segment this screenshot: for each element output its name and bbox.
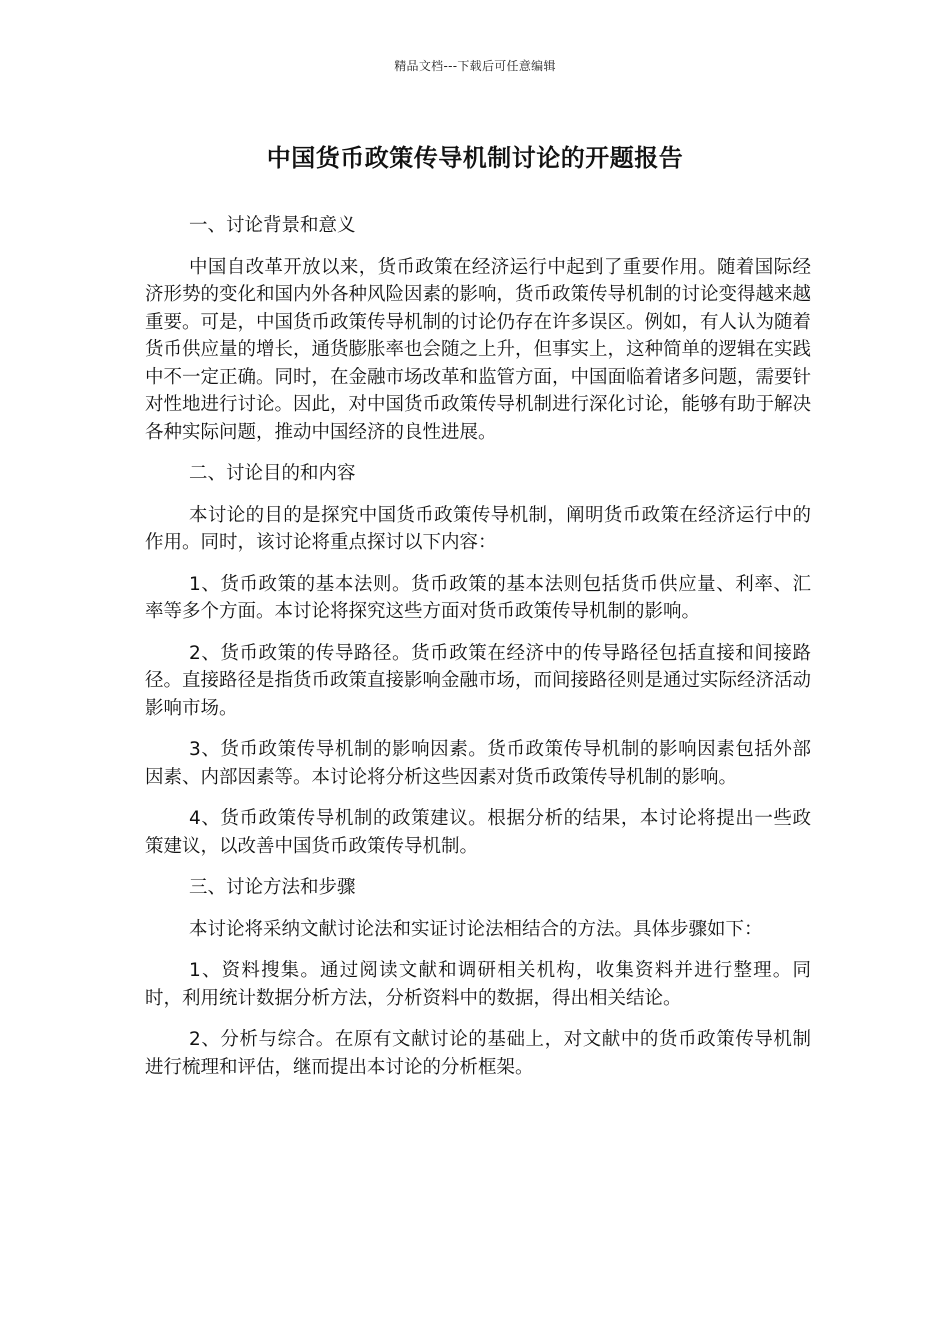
paragraph: 中国自改革开放以来，货币政策在经济运行中起到了重要作用。随着国际经济形势的变化和国内外各种风险因素的影响，货币政策传导机制的讨论变得越来越重要。可是，中国货币政策传导机制的讨论仍存在许多误区。例如，有人认为随着货币供应量的增长，通货膨胀率也会随之上升，但事实上，这种简单的逻辑在实践中不一定正确。同时，在金融市场改革和监管方面，中国面临着诸多问题，需要针对性地进行讨论。因此，对中国货币政策传导机制进行深化讨论，能够有助于解决各种实际问题，推动中国经济的良性进展。	[145, 256, 812, 443]
list-item: 1、资料搜集。通过阅读文献和调研相关机构，收集资料并进行整理。同时，利用统计数据分析方法，分析资料中的数据，得出相关结论。	[145, 960, 811, 1009]
document-body	[145, 212, 811, 1095]
paragraph: 本讨论将采纳文献讨论法和实证讨论法相结合的方法。具体步骤如下：	[189, 918, 763, 940]
list-item: 2、货币政策的传导路径。货币政策在经济中的传导路径包括直接和间接路径。直接路径是指货币政策直接影响金融市场，而间接路径则是通过实际经济活动影响市场。	[145, 642, 812, 719]
section-heading: 三、讨论方法和步骤	[189, 877, 356, 898]
section-heading: 一、讨论背景和意义	[189, 215, 356, 236]
list-item: 2、分析与综合。在原有文献讨论的基础上，对文献中的货币政策传导机制进行梳理和评估，继而提出本讨论的分析框架。	[145, 1029, 811, 1078]
list-item: 3、货币政策传导机制的影响因素。货币政策传导机制的影响因素包括外部因素、内部因素等。本讨论将分析这些因素对货币政策传导机制的影响。	[145, 739, 811, 788]
list-item: 1、货币政策的基本法则。货币政策的基本法则包括货币供应量、利率、汇率等多个方面。本讨论将探究这些方面对货币政策传导机制的影响。	[145, 573, 811, 622]
list-item: 4、货币政策传导机制的政策建议。根据分析的结果，本讨论将提出一些政策建议，以改善中国货币政策传导机制。	[145, 808, 811, 857]
paragraph: 本讨论的目的是探究中国货币政策传导机制，阐明货币政策在经济运行中的作用。同时，该讨论将重点探讨以下内容：	[145, 504, 811, 553]
header-note: 精品文档---下载后可任意编辑	[394, 59, 556, 73]
section-heading: 二、讨论目的和内容	[189, 463, 356, 484]
document-title: 中国货币政策传导机制讨论的开题报告	[266, 144, 684, 172]
